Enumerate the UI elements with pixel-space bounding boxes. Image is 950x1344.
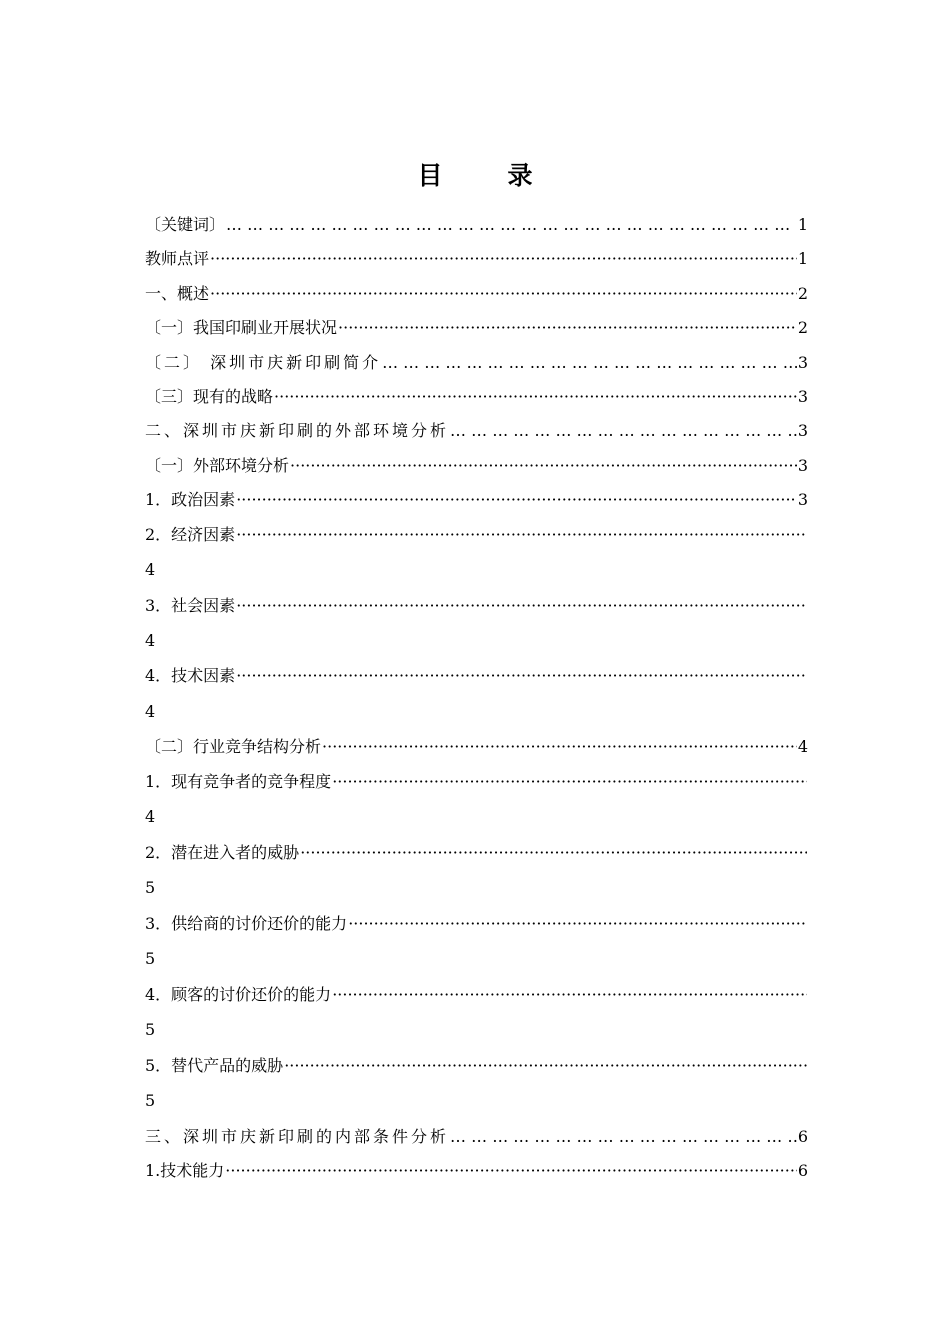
toc-leader-dots [322, 730, 797, 764]
toc-entry-page-number: 1 [797, 249, 808, 269]
toc-entry-page-number: 5 [145, 949, 156, 969]
toc-entry-page-number: 3 [797, 455, 808, 475]
toc-entry-page-number: 3 [797, 490, 808, 510]
toc-leader-dots [210, 277, 797, 311]
page-title: 目 录 [417, 161, 553, 190]
toc-entry-page-number: 4 [797, 737, 808, 757]
toc-entry[interactable] [145, 589, 808, 623]
toc-entry[interactable] [145, 277, 808, 311]
toc-leader-dots [338, 311, 797, 345]
toc-entry-page-number: 4 [145, 559, 156, 579]
toc-entry[interactable] [145, 311, 808, 345]
toc-entry-label: 4．顾客的讨价还价的能力 [145, 984, 332, 1004]
toc-leader-dots [450, 1120, 797, 1154]
toc-entry[interactable] [145, 907, 808, 941]
toc-entry[interactable] [145, 518, 808, 552]
toc-entry[interactable] [145, 730, 808, 764]
toc-entry-page-number: 5 [145, 1020, 156, 1040]
toc-leader-dots [274, 380, 797, 414]
toc-entry[interactable] [145, 242, 808, 276]
toc-entry-label: 二、深圳市庆新印刷的外部环境分析 [145, 421, 450, 441]
toc-entry[interactable] [145, 449, 808, 483]
toc-entry-page-number: 6 [797, 1126, 808, 1146]
toc-leader-dots [290, 449, 797, 483]
toc-entry[interactable] [145, 836, 808, 870]
toc-entry[interactable] [145, 1154, 808, 1188]
toc-entry-label: 教师点评 [145, 249, 210, 269]
toc-leader-dots [236, 589, 807, 623]
toc-leader-dots [226, 208, 797, 242]
toc-entry-label: 2．潜在进入者的威胁 [145, 842, 300, 862]
toc-entry[interactable] [145, 380, 808, 414]
toc-entry[interactable] [145, 346, 808, 380]
toc-leader-dots [382, 346, 797, 380]
toc-entry-page-number: 3 [797, 352, 808, 372]
toc-entry-label: 〔二〕 深圳市庆新印刷简介 [145, 352, 382, 372]
toc-entry-label: 4．技术因素 [145, 666, 236, 686]
toc-entry-page-number: 2 [797, 283, 808, 303]
toc-entry-page-number: 2 [797, 318, 808, 338]
toc-leader-dots [236, 483, 797, 517]
toc-entry-label: 5．替代产品的威胁 [145, 1055, 284, 1075]
toc-entry-page-number: 4 [145, 630, 156, 650]
toc-entry-label: 〔关键词〕 [145, 215, 226, 234]
toc-leader-dots [210, 242, 797, 276]
toc-entry-label: 〔一〕外部环境分析 [145, 455, 290, 475]
toc-entry-page-number: 3 [797, 421, 808, 441]
toc-entry-label: 3．供给商的讨价还价的能力 [145, 913, 348, 933]
toc-entry[interactable] [145, 978, 808, 1012]
toc-entry-page-number: 1 [797, 215, 808, 234]
toc-leader-dots [332, 978, 807, 1012]
toc-entry-label: 2．经济因素 [145, 524, 236, 544]
toc-leader-dots [284, 1049, 807, 1083]
toc-entry-page-number: 5 [145, 1091, 156, 1111]
toc-entry-label: 三、深圳市庆新印刷的内部条件分析 [145, 1126, 450, 1146]
toc-entry-page-number: 4 [145, 701, 156, 721]
toc-entry-page-number: 3 [797, 386, 808, 406]
toc-entry-label: 〔三〕现有的战略 [145, 386, 274, 406]
toc-entry[interactable] [145, 1049, 808, 1083]
toc-leader-dots [225, 1154, 797, 1188]
toc-entry[interactable] [145, 414, 808, 448]
toc-entry[interactable] [145, 1120, 808, 1154]
toc-entry-label: 〔二〕行业竞争结构分析 [145, 737, 322, 757]
table-of-contents [145, 208, 808, 1189]
toc-entry-label: 一、概述 [145, 283, 210, 303]
toc-entry-label: 1.技术能力 [145, 1161, 225, 1181]
toc-entry-page-number: 5 [145, 878, 156, 898]
toc-entry-label: 1．现有竞争者的竞争程度 [145, 771, 332, 791]
toc-entry-page-number: 4 [145, 807, 156, 827]
toc-entry-label: 3．社会因素 [145, 595, 236, 615]
toc-leader-dots [332, 765, 807, 799]
toc-entry-page-number: 6 [797, 1161, 808, 1181]
toc-entry[interactable] [145, 765, 808, 799]
toc-leader-dots [450, 414, 797, 448]
toc-leader-dots [236, 518, 807, 552]
toc-entry[interactable] [145, 483, 808, 517]
toc-entry-label: 〔一〕我国印刷业开展状况 [145, 318, 338, 338]
toc-entry[interactable] [145, 659, 808, 693]
toc-leader-dots [236, 659, 807, 693]
toc-leader-dots [300, 836, 807, 870]
toc-entry[interactable] [145, 208, 808, 242]
toc-leader-dots [348, 907, 807, 941]
toc-entry-label: 1．政治因素 [145, 490, 236, 510]
